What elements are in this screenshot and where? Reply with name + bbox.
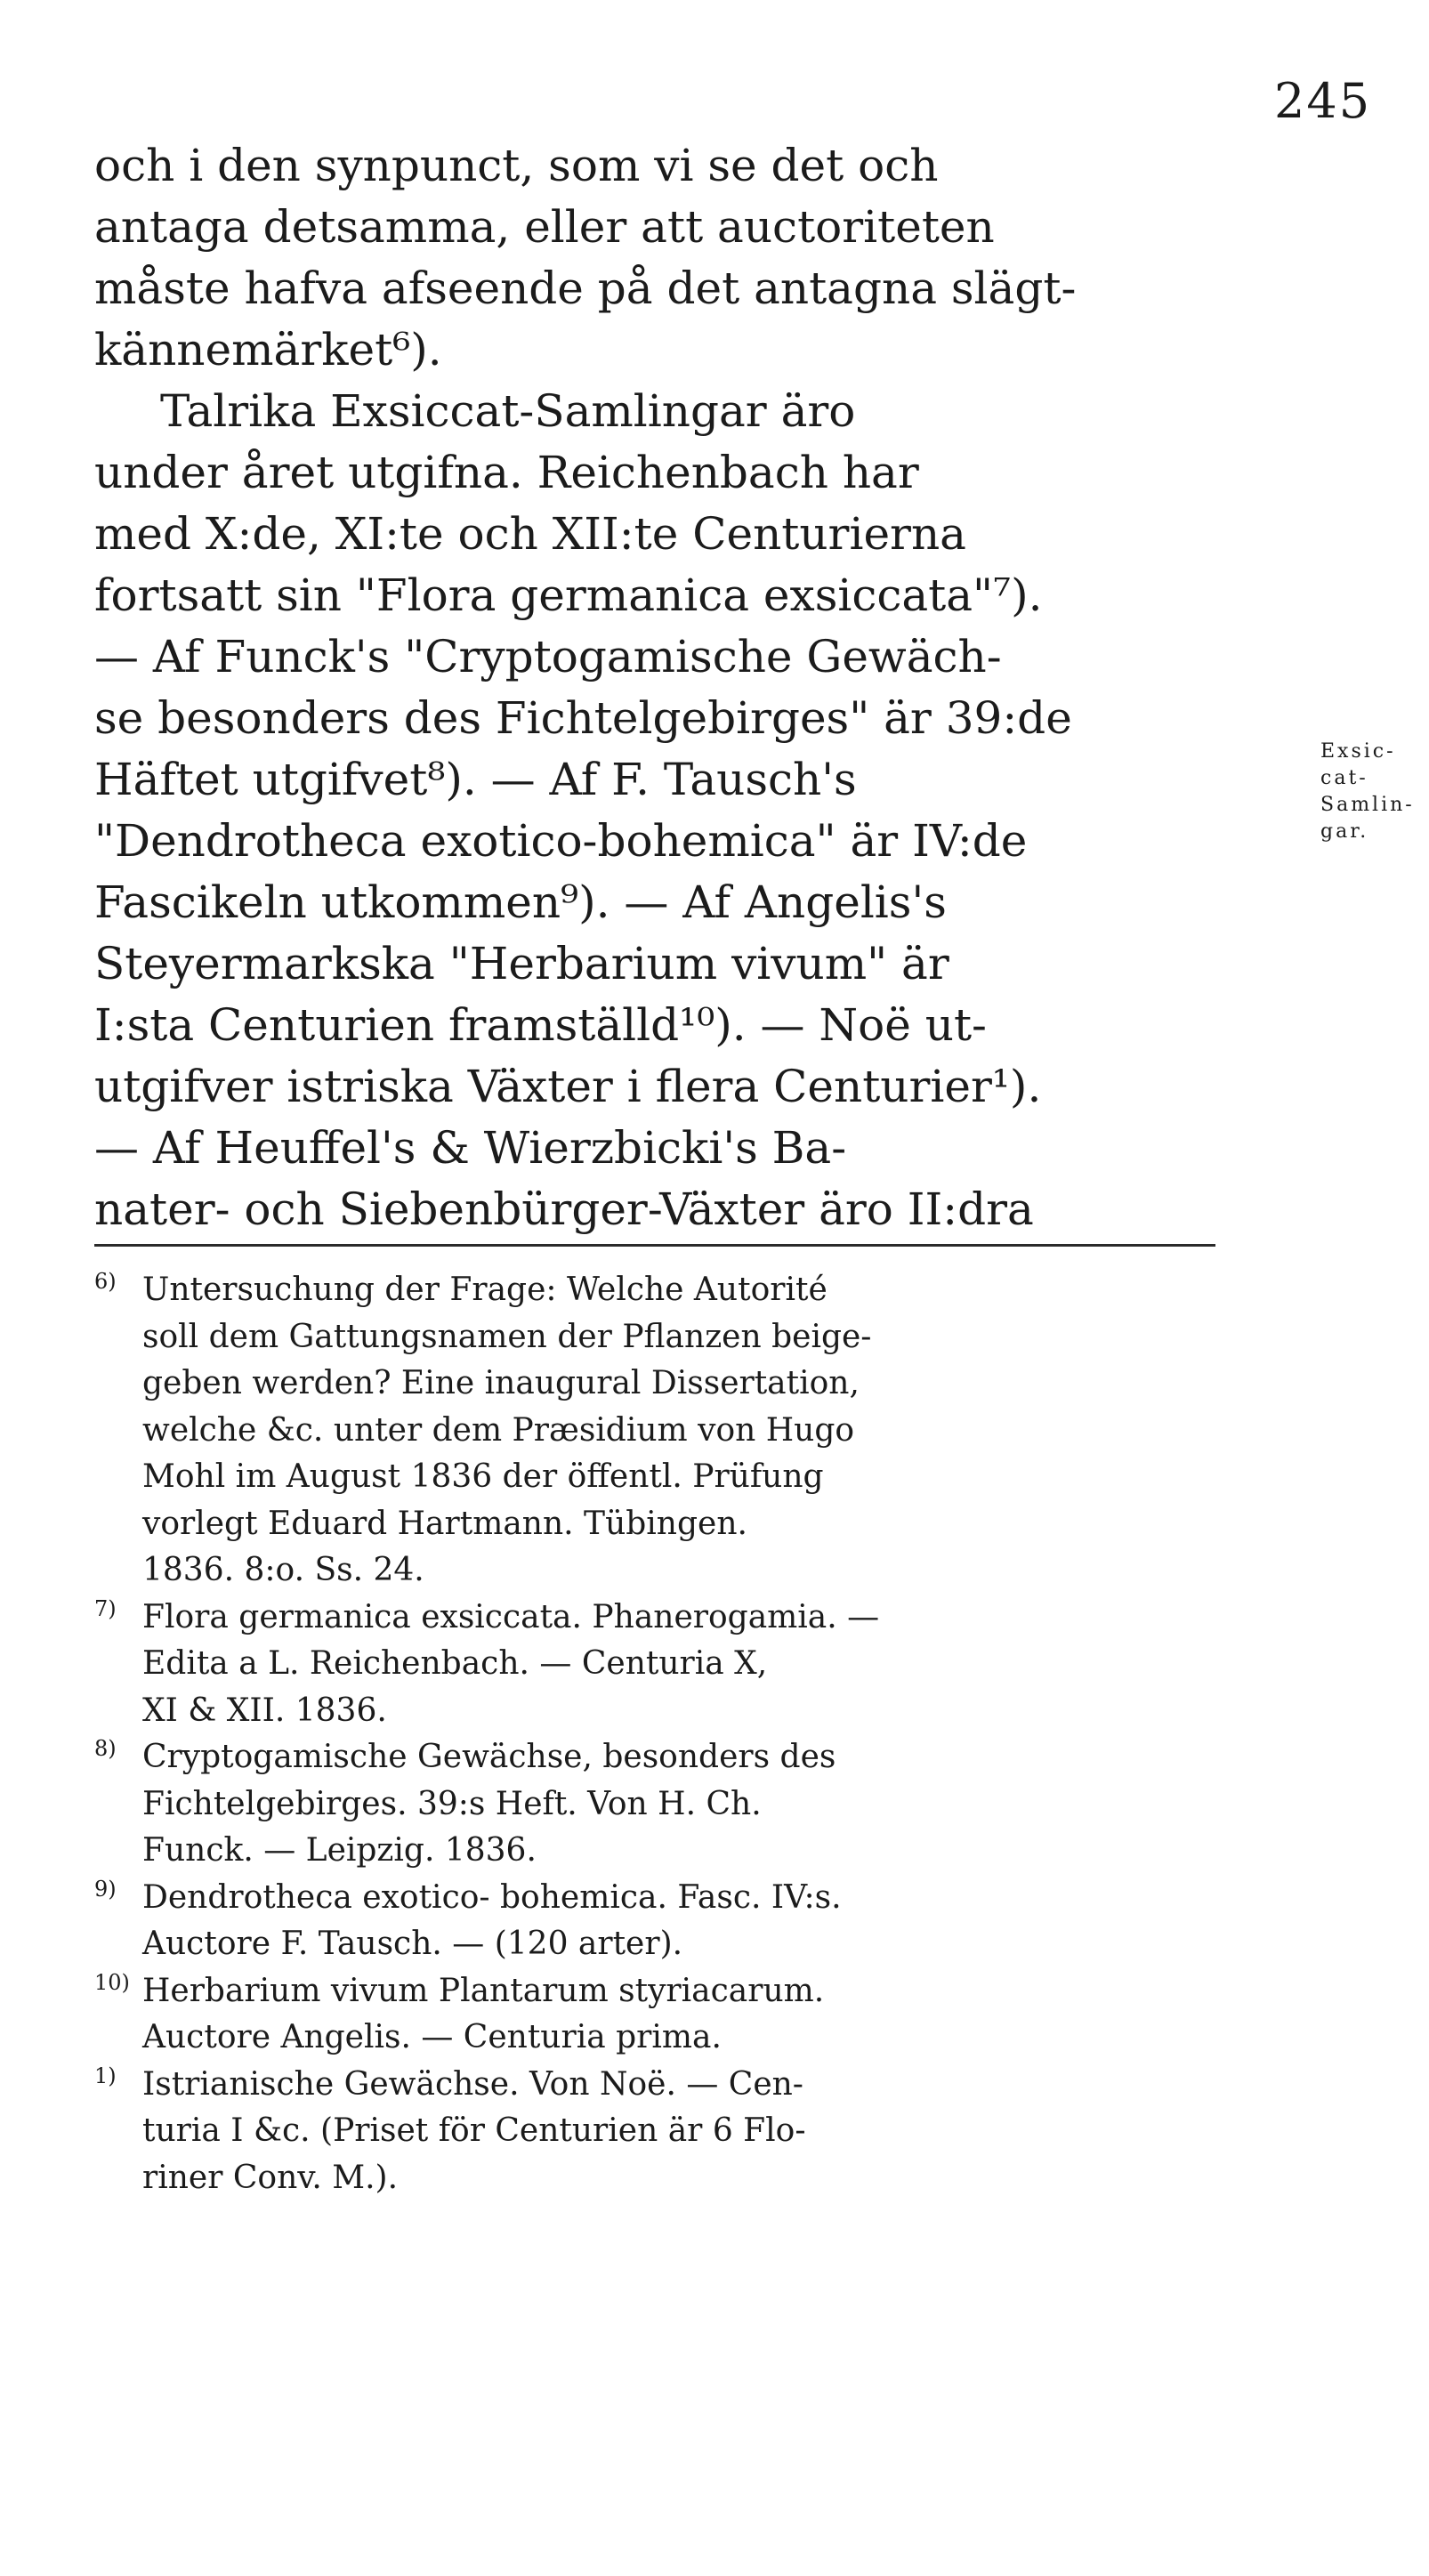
page-number: 245 [1274, 73, 1372, 129]
body-line: Steyermarkska "Herbarium vivum" är [94, 938, 949, 989]
body-line: Fascikeln utkommen⁹). — Af Angelis's [94, 876, 947, 928]
body-line: nater- och Siebenbürger-Växter äro II:dra [94, 1183, 1034, 1235]
footnote-line: Mohl im August 1836 der öffentl. Prüfung [142, 1458, 824, 1495]
body-line: under året utgifna. Reichenbach har [94, 447, 919, 498]
footnote-text: Untersuchung der Frage: Welche Autorité [142, 1272, 828, 1308]
margin-note-line: Samlin- [1320, 794, 1415, 816]
footnote-line: vorlegt Eduard Hartmann. Tübingen. [142, 1505, 747, 1542]
margin-note [1320, 739, 1423, 845]
footnote-line: 10) Herbarium vivum Plantarum styriacarum. [94, 1969, 825, 2009]
body-text [94, 135, 1144, 1240]
body-line: — Af Heuffel's & Wierzbicki's Ba- [94, 1122, 847, 1174]
body-line: kännemärket⁶). [94, 324, 442, 375]
footnote-rule [94, 1244, 1215, 1247]
body-line: fortsatt sin "Flora germanica exsiccata"⁷). [94, 569, 1043, 621]
footnote-line: 1) Istrianische Gewächse. Von Noë. — Cen- [94, 2063, 803, 2103]
footnote-line: Funck. — Leipzig. 1836. [142, 1832, 537, 1869]
footnote-line: 8) Cryptogamische Gewächse, besonders des [94, 1736, 836, 1775]
footnote-line: 1836. 8:o. Ss. 24. [142, 1552, 424, 1588]
footnote-text: Herbarium vivum Plantarum styriacarum. [142, 1972, 825, 2009]
footnote-line: riner Conv. M.). [142, 2159, 399, 2196]
body-line: med X:de, XI:te och XII:te Centurierna [94, 508, 966, 560]
body-line: I:sta Centurien framställd¹⁰). — Noë ut- [94, 999, 987, 1051]
body-line: antaga detsamma, eller att auctoriteten [94, 201, 995, 253]
footnote-text: Cryptogamische Gewächse, besonders des [142, 1739, 836, 1775]
body-line: utgifver istriska Växter i flera Centurier¹). [94, 1061, 1042, 1112]
margin-note-line: Exsic- [1320, 740, 1396, 763]
footnote-line: welche &c. unter dem Præsidium von Hugo [142, 1411, 855, 1449]
margin-note-line: gar. [1320, 820, 1369, 843]
footnote-line: Auctore F. Tausch. — (120 arter). [142, 1926, 683, 1962]
footnote-line: turia I &c. (Priset för Centurien är 6 Flo- [142, 2112, 806, 2149]
body-line: se besonders des Fichtelgebirges" är 39:de [94, 692, 1072, 744]
footnote-line: geben werden? Eine inaugural Dissertation, [142, 1365, 860, 1401]
footnote-text: Dendrotheca exotico- bohemica. Fasc. IV:s. [142, 1878, 842, 1916]
body-line: Häftet utgifvet⁸). — Af F. Tausch's [94, 754, 857, 805]
footnote-line: Fichtelgebirges. 39:s Heft. Von H. Ch. [142, 1785, 762, 1822]
body-line: Talrika Exsiccat-Samlingar äro [160, 385, 856, 437]
margin-note-line: cat- [1320, 767, 1368, 789]
footnote-line: 9) Dendrotheca exotico- bohemica. Fasc. IV:s. [94, 1876, 842, 1916]
footnote-line: 6) Untersuchung der Frage: Welche Autorité [94, 1269, 828, 1308]
body-line: — Af Funck's "Cryptogamische Gewäch- [94, 631, 1002, 682]
footnote-line: 7) Flora germanica exsiccata. Phanerogamia. — [94, 1595, 880, 1635]
footnote-line: soll dem Gattungsnamen der Pflanzen beige- [142, 1318, 872, 1355]
body-line: "Dendrotheca exotico-bohemica" är IV:de [94, 815, 1028, 867]
footnote-line: Edita a L. Reichenbach. — Centuria X, [142, 1645, 768, 1682]
body-line: och i den synpunct, som vi se det och [94, 140, 939, 191]
body-line: måste hafva afseende på det antagna slägt- [94, 262, 1077, 314]
footnote-line: Auctore Angelis. — Centuria prima. [142, 2019, 722, 2055]
footnote-line: XI & XII. 1836. [142, 1692, 387, 1729]
footnote-text: Flora germanica exsiccata. Phanerogamia. — [142, 1598, 880, 1635]
footnotes [94, 1267, 1278, 2201]
footnote-text: Istrianische Gewächse. Von Noë. — Cen- [142, 2065, 803, 2103]
